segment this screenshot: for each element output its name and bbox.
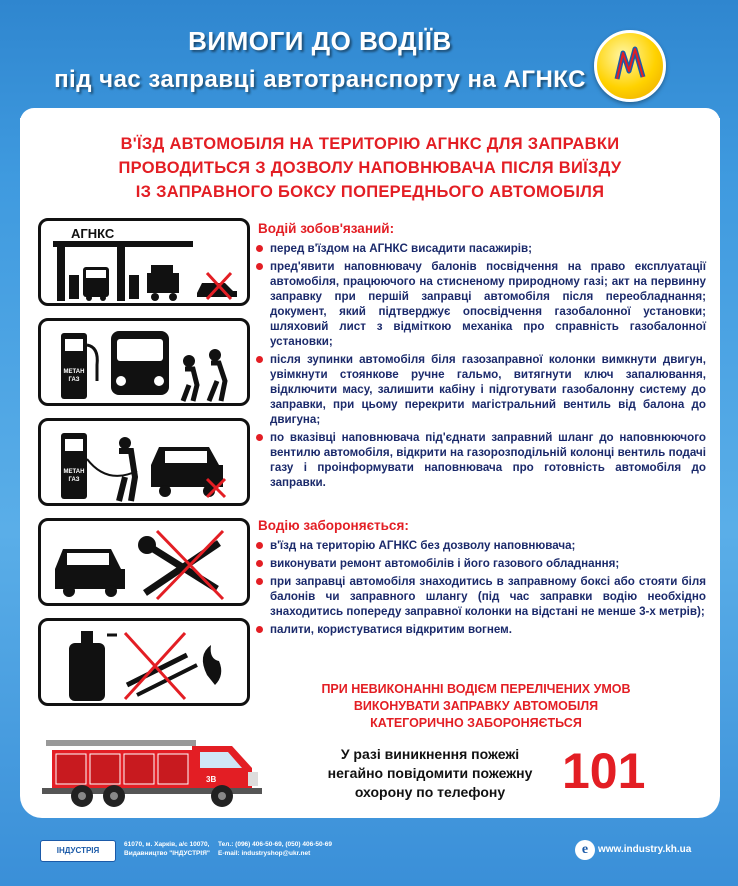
address-line: Видавництво "ІНДУСТРІЯ"	[124, 850, 210, 857]
lead-line: В'ЇЗД АВТОМОБІЛЯ НА ТЕРИТОРІЮ АГНКС ДЛЯ ЗАПРАВКИ	[120, 135, 620, 153]
header	[0, 0, 738, 118]
address-line: 61070, м. Харків, а/с 10070,	[124, 841, 210, 848]
publisher-logo: ІНДУСТРІЯ	[40, 840, 116, 862]
truck-plate: 3В	[206, 775, 217, 784]
list-item: по вказівці наповнювача під'єднати заправний шланг до наповнюючого вентилю автомобіля, відкрити на газорозподільній колонці вентиль подачі газу і проінформувати наповнювача про готовність автомобіля до заправки.	[256, 430, 706, 490]
obligations-list	[256, 241, 706, 493]
emergency-number: 101	[562, 743, 646, 799]
list-item: після зупинки автомобіля біля газозаправної колонки вимкнути двигун, увімкнути стоянкове ручне гальмо, витягнути ключ запалювання, відключити масу, залишити кабіну і підготувати газобалонну систему до заправки, при цьому перекрити магістральний вентиль від балона до двигуна;	[256, 352, 706, 427]
prohibitions-list	[256, 538, 706, 640]
warning-text	[256, 681, 696, 732]
phone-line: Тел.: (096) 406-50-69, (050) 406-50-69	[218, 841, 333, 848]
passengers-exit-pictogram	[38, 318, 250, 406]
warning-line: ПРИ НЕВИКОНАННІ ВОДІЄМ ПЕРЕЛІЧЕНИХ УМОВ	[321, 682, 631, 696]
fire-line: охорону по телефону	[354, 784, 506, 800]
no-repair-pictogram	[38, 518, 250, 606]
gas-station-pictogram	[38, 218, 250, 306]
no-fire-pictogram	[38, 618, 250, 706]
fire-line: У разі виникнення пожежі	[340, 746, 520, 762]
footer-contacts	[218, 840, 332, 858]
pump-label-2: ГАЗ	[68, 477, 80, 483]
list-item: перед в'їздом на АГНКС висадити пасажирів;	[256, 241, 706, 256]
page-title: ВИМОГИ ДО ВОДІЇВ	[188, 26, 452, 56]
list-item: пред'явити наповнювачу балонів посвідчення на право експлуатації автомобіля, працюючого на стисненому природному газі; акт на первинну заправку при першій заправці автомобіля після переобладнання; документ, який підтверджує опосвідчення газобалонної установки; шляховий лист з відміткою механіка про справність газобалонної установки;	[256, 259, 706, 349]
station-label: АГНКС	[71, 226, 115, 241]
warning-line: ВИКОНУВАТИ ЗАПРАВКУ АВТОМОБІЛЯ	[353, 699, 599, 713]
list-item: в'їзд на територію АГНКС без дозволу наповнювача;	[256, 538, 706, 553]
pump-label-1: МЕТАН	[63, 469, 85, 475]
company-logo-icon	[594, 30, 666, 102]
prohibitions-title: Водію забороняється:	[258, 518, 409, 533]
footer	[0, 818, 738, 886]
list-item: при заправці автомобіля знаходитись в заправному боксі або стояти біля балонів чи заправного шлангу (під час заправки водію необхідно знаходитись попереду заправної колонки на відстані не менше 3-х метрів);	[256, 574, 706, 619]
pump-label-1: МЕТАН	[63, 369, 85, 375]
warning-line: КАТЕГОРИЧНО ЗАБОРОНЯЄТЬСЯ	[370, 716, 582, 730]
fire-truck-icon	[42, 730, 272, 810]
footer-address	[124, 840, 210, 858]
refueling-pictogram	[38, 418, 250, 506]
lead-line: ПРОВОДИТЬСЯ З ДОЗВОЛУ НАПОВНЮВАЧА ПІСЛЯ ВИЇЗДУ	[118, 159, 622, 177]
website-link[interactable]: www.industry.kh.ua	[598, 844, 692, 855]
web-icon: e	[575, 840, 595, 860]
pump-label-2: ГАЗ	[68, 377, 80, 383]
list-item: виконувати ремонт автомобілів і його газового обладнання;	[256, 556, 706, 571]
email-line[interactable]: E-mail: industryshop@ukr.net	[218, 850, 311, 857]
lead-line: ІЗ ЗАПРАВНОГО БОКСУ ПОПЕРЕДНЬОГО АВТОМОБІЛЯ	[135, 183, 605, 201]
obligations-title: Водій зобов'язаний:	[258, 221, 395, 236]
list-item: палити, користуватися відкритим вогнем.	[256, 622, 706, 637]
lead-text	[40, 132, 700, 204]
fire-line: негайно повідомити пожежну	[327, 765, 533, 781]
fire-instruction	[290, 745, 570, 802]
page-subtitle: під час заправці автотранспорту на АГНКС	[54, 66, 586, 93]
